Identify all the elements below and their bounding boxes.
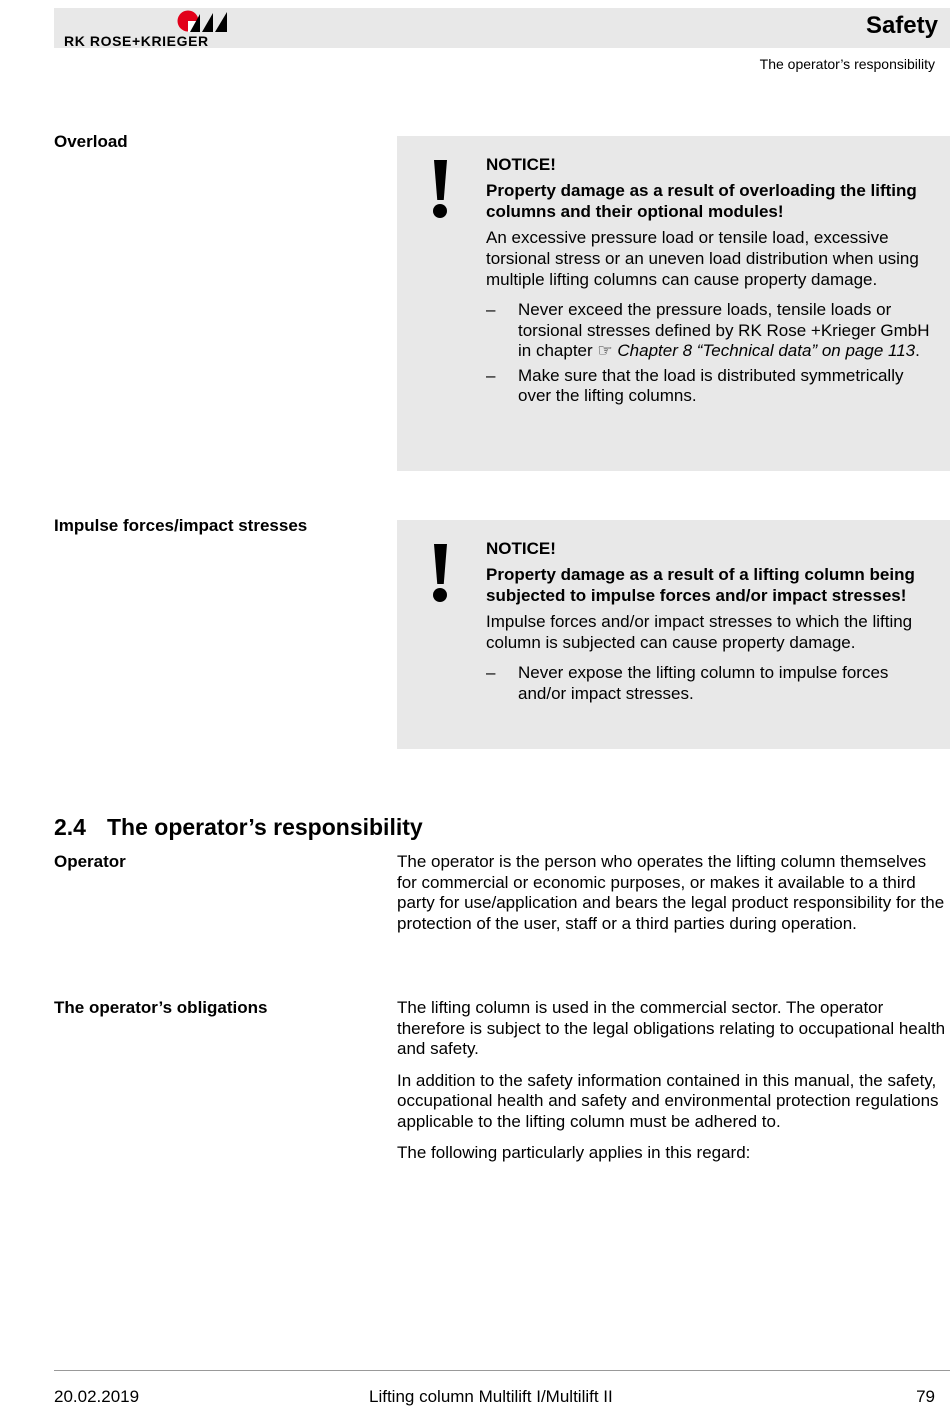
- brand-name: RK ROSE+KRIEGER: [64, 33, 209, 49]
- exclamation-icon: [431, 160, 451, 220]
- logo-mark-icon: [177, 10, 229, 32]
- notice-heading: NOTICE!: [486, 155, 556, 174]
- obligations-text-block: [397, 998, 950, 1175]
- cross-reference-link[interactable]: ☞ Chapter 8 “Technical data” on page 113: [597, 341, 916, 360]
- obligations-label: The operator’s obligations: [54, 998, 268, 1017]
- exclamation-icon: [431, 544, 451, 604]
- overload-label: Overload: [54, 132, 128, 151]
- page-subtitle: The operator’s responsibility: [759, 56, 935, 72]
- dash-bullet: –: [486, 300, 496, 319]
- overload-notice-box: [397, 136, 950, 471]
- notice-text: An excessive pressure load or tensile load, excessive torsional stress or an uneven load distribution when using multiple lifting columns can cause property damage.: [486, 228, 919, 289]
- paragraph: The lifting column is used in the commercial sector. The operator therefore is subject to the legal obligations relating to occupational health and safety.: [397, 998, 946, 1058]
- notice-title: Property damage as a result of overloading the lifting columns and their optional modules!: [486, 181, 917, 221]
- notice-heading: NOTICE!: [486, 539, 556, 558]
- notice-title: Property damage as a result of a lifting column being subjected to impulse forces and/or impact stresses!: [486, 565, 915, 605]
- notice-text: Impulse forces and/or impact stresses to which the lifting column is subjected can cause property damage.: [486, 612, 913, 652]
- paragraph: The operator is the person who operates the lifting column themselves for commercial or economic purposes, or makes it available to a third party for use/application and bears the legal product responsibility for the protection of the user, staff or a third parties during operation.: [397, 852, 945, 933]
- footer-page-number: 79: [916, 1387, 935, 1406]
- footer-document-title: Lifting column Multilift I/Multilift II: [369, 1387, 613, 1406]
- list-item-text: Never expose the lifting column to impulse forces and/or impact stresses.: [518, 663, 889, 703]
- notice-list: [486, 300, 940, 407]
- footer-date: 20.02.2019: [54, 1387, 140, 1406]
- list-item-text: Make sure that the load is distributed symmetrically over the lifting columns.: [518, 365, 904, 405]
- paragraph: In addition to the safety information contained in this manual, the safety, occupational health and safety and environmental protection regulations applicable to the lifting column must be adhered to.: [397, 1070, 939, 1131]
- dash-bullet: –: [486, 663, 496, 682]
- list-item: [486, 663, 940, 704]
- rose-krieger-logo: [64, 10, 234, 50]
- operator-label: Operator: [54, 852, 126, 871]
- page-title: Safety: [865, 12, 938, 39]
- notice-list: [486, 663, 940, 704]
- dash-bullet: –: [486, 365, 496, 385]
- impulse-notice-box: [397, 520, 950, 749]
- operator-text-block: [397, 852, 950, 945]
- footer-divider: [54, 1370, 950, 1371]
- impulse-label: Impulse forces/impact stresses: [54, 516, 308, 535]
- section-number: 2.4: [54, 814, 86, 840]
- section-heading: [54, 814, 423, 841]
- list-item: [486, 366, 940, 407]
- section-title: The operator’s responsibility: [107, 814, 423, 840]
- list-item: – Never exceed the pressure loads, tensile loads or torsional stresses defined by RK Rose +Krieger GmbH in chapter ☞ Chapter 8 “Technical data” on page 113.: [486, 300, 930, 360]
- list-item-text: Never exceed the pressure loads, tensile loads or torsional stresses defined by RK Rose +Krieger GmbH in chapter: [518, 300, 930, 360]
- paragraph: The following particularly applies in this regard:: [397, 1143, 751, 1162]
- hand-pointer-icon: ☞: [597, 341, 613, 360]
